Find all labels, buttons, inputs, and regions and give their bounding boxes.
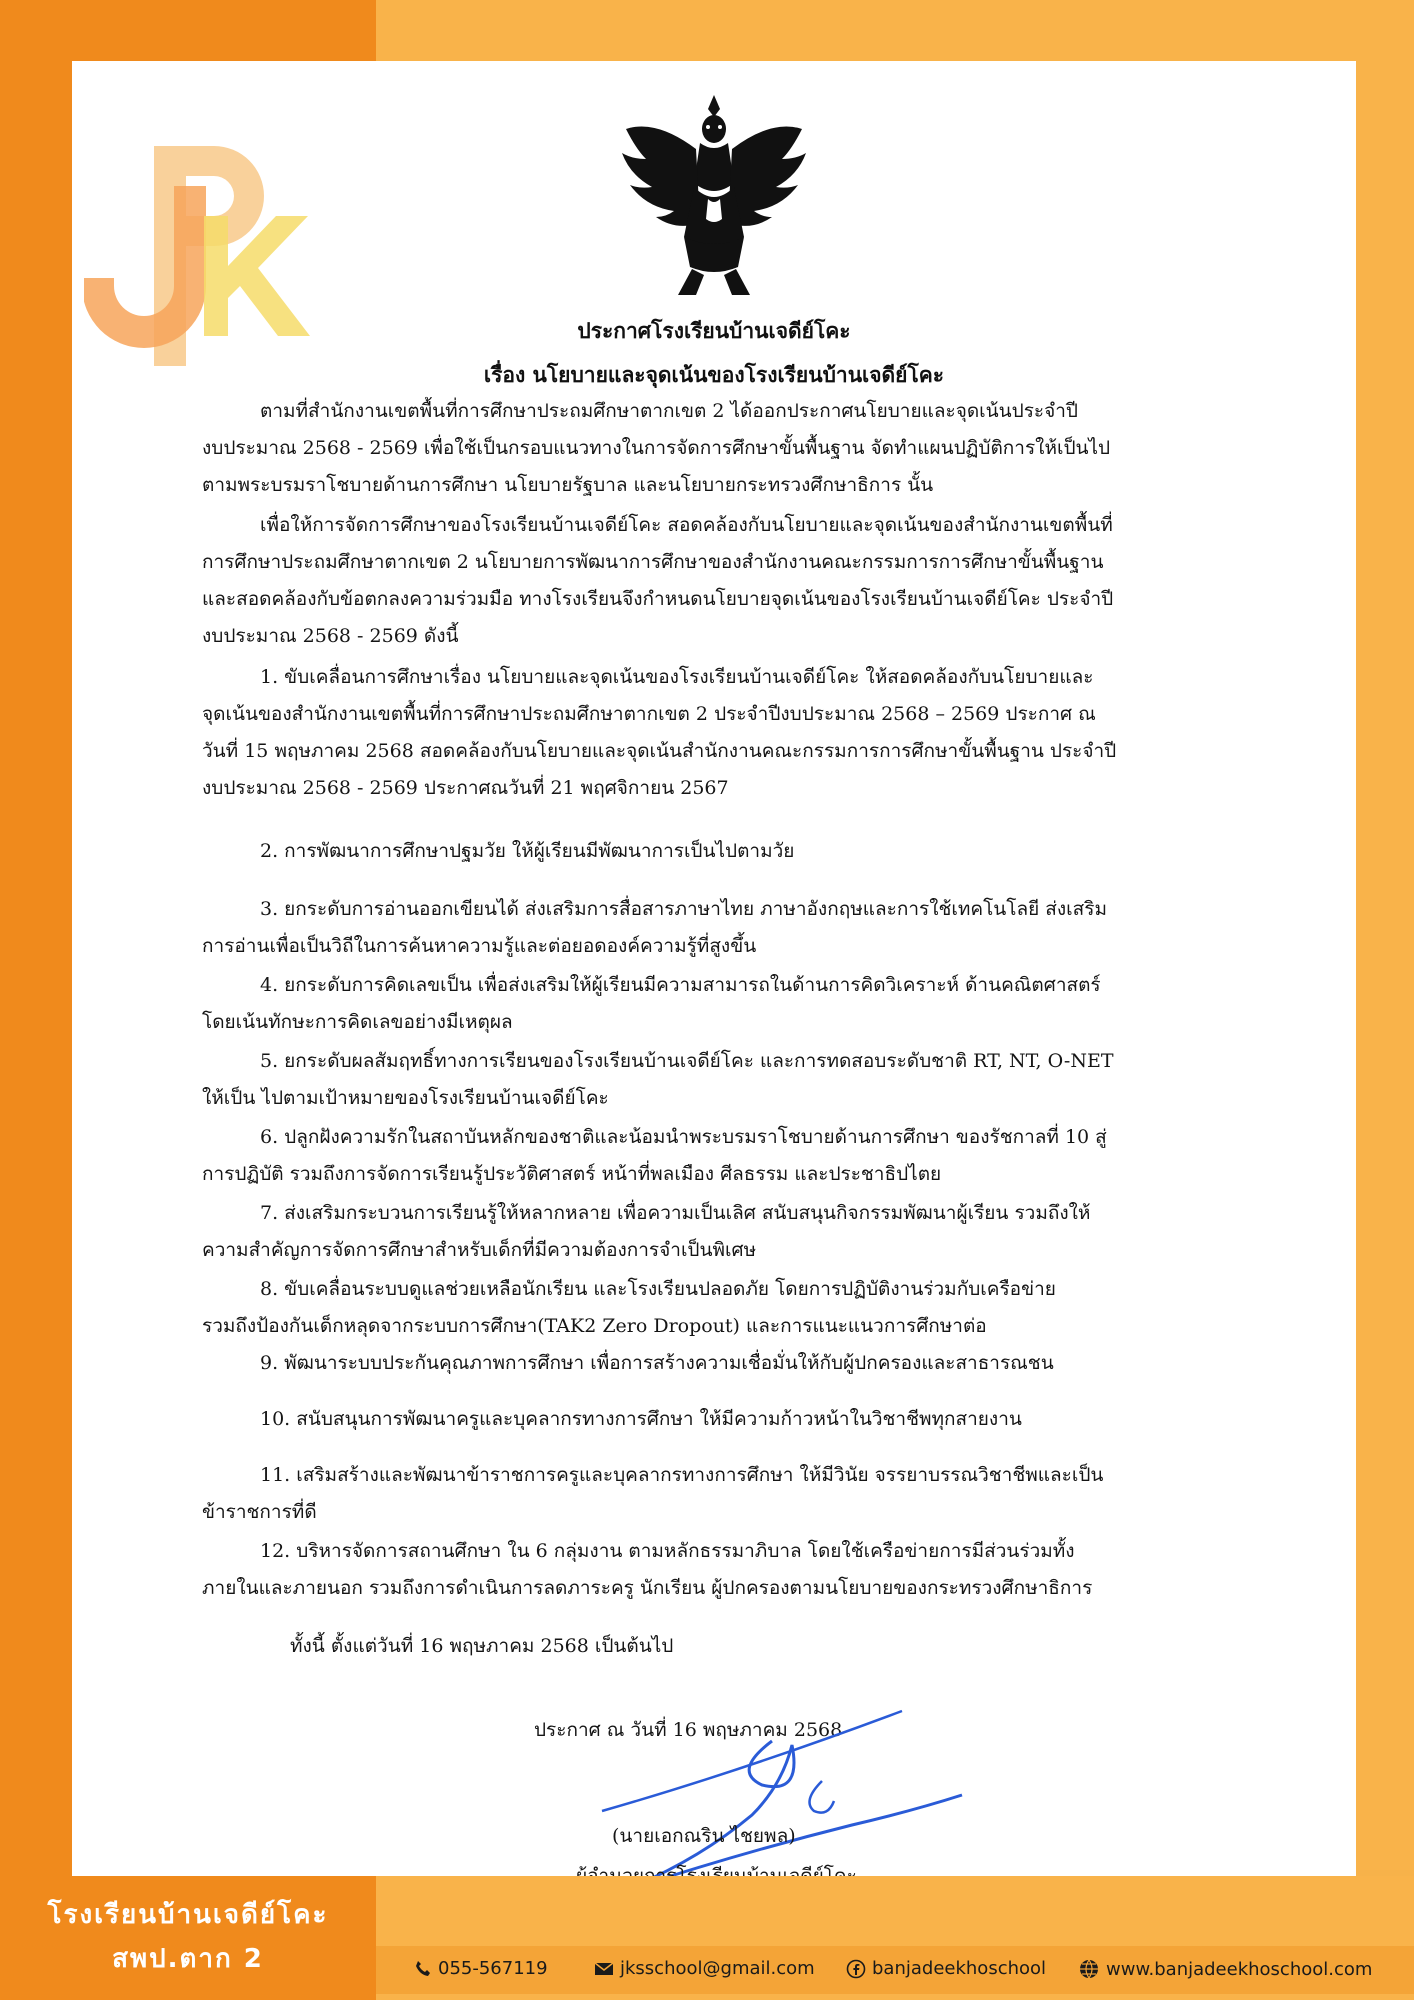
policy-line: การปฏิบัติ รวมถึงการจัดการเรียนรู้ประวัติศาสตร์ หน้าที่พลเมือง ศีลธรรม และประชาธิปไตย	[202, 1163, 942, 1185]
contact-facebook[interactable]	[846, 1958, 1046, 1979]
policy-line: 5. ยกระดับผลสัมฤทธิ์ทางการเรียนของโรงเรียนบ้านเจดีย์โคะ และการทดสอบระดับชาติ RT, NT, O-NET	[260, 1050, 1114, 1072]
phone-icon	[414, 1960, 432, 1978]
policy-item-9	[202, 1345, 1286, 1382]
footer-contact-block	[376, 1876, 1414, 2000]
contact-phone[interactable]	[414, 1958, 548, 1979]
policy-line: ความสำคัญการจัดการศึกษาสำหรับเด็กที่มีความต้องการจำเป็นพิเศษ	[202, 1239, 757, 1261]
policy-line: วันที่ 15 พฤษภาคม 2568 สอดคล้องกับนโยบายและจุดเน้นสำนักงานคณะกรรมการการศึกษาขั้นพื้นฐาน ประจำปี	[202, 740, 1117, 762]
policy-item-3	[202, 891, 1286, 965]
policy-item-10	[202, 1401, 1286, 1438]
policy-line: จุดเน้นของสำนักงานเขตพื้นที่การศึกษาประถมศึกษาตากเขต 2 ประจำปีงบประมาณ 2568 – 2569 ประกาศ ณ	[202, 703, 1096, 725]
policy-line: 11. เสริมสร้างและพัฒนาข้าราชการครูและบุคลากรทางการศึกษา ให้มีวินัย จรรยาบรรณวิชาชีพและเป็น	[260, 1464, 1104, 1486]
contact-email[interactable]	[594, 1958, 815, 1979]
policy-line: 9. พัฒนาระบบประกันคุณภาพการศึกษา เพื่อการสร้างความเชื่อมั่นให้กับผู้ปกครองและสาธารณชน	[260, 1352, 1054, 1374]
website-url: www.banjadeekhoschool.com	[1106, 1958, 1373, 1980]
garuda-emblem-icon	[612, 87, 816, 301]
effective-date: ทั้งนี้ ตั้งแต่วันที่ 16 พฤษภาคม 2568 เป็นต้นไป	[290, 1635, 674, 1657]
email-icon	[594, 1961, 614, 1977]
intro-paragraph-1	[202, 393, 1286, 504]
intro-line: เพื่อให้การจัดการศึกษาของโรงเรียนบ้านเจดีย์โคะ สอดคล้องกับนโยบายและจุดเน้นของสำนักงานเขตพื้นที่	[260, 514, 1113, 536]
policy-line: 12. บริหารจัดการสถานศึกษา ใน 6 กลุ่มงาน ตามหลักธรรมาภิบาล โดยใช้เครือข่ายการมีส่วนร่วมทั้ง	[260, 1540, 1075, 1562]
policy-item-4	[202, 967, 1286, 1041]
intro-line: ตามที่สำนักงานเขตพื้นที่การศึกษาประถมศึกษาตากเขต 2 ได้ออกประกาศนโยบายและจุดเน้นประจำปี	[260, 400, 1078, 422]
policy-line: รวมถึงป้องกันเด็กหลุดจากระบบการศึกษา(TAK2 Zero Dropout) และการแนะแนวการศึกษาต่อ	[202, 1315, 987, 1337]
policy-line: ให้เป็น ไปตามเป้าหมายของโรงเรียนบ้านเจดีย์โคะ	[202, 1087, 609, 1109]
policy-item-8	[202, 1271, 1286, 1345]
email-address: jksschool@gmail.com	[620, 1958, 815, 1979]
intro-line: ตามพระบรมราโชบายด้านการศึกษา นโยบายรัฐบาล และนโยบายกระทรวงศึกษาธิการ นั้น	[202, 474, 934, 496]
policy-item-7	[202, 1195, 1286, 1269]
announced-date: ประกาศ ณ วันที่ 16 พฤษภาคม 2568	[534, 1719, 843, 1741]
policy-line: 10. สนับสนุนการพัฒนาครูและบุคลากรทางการศึกษา ให้มีความก้าวหน้าในวิชาชีพทุกสายงาน	[260, 1408, 1022, 1430]
document-subject: เรื่อง นโยบายและจุดเน้นของโรงเรียนบ้านเจดีย์โคะ	[483, 362, 945, 387]
policy-line: 2. การพัฒนาการศึกษาปฐมวัย ให้ผู้เรียนมีพัฒนาการเป็นไปตามวัย	[260, 840, 795, 862]
policy-item-11	[202, 1457, 1286, 1531]
policy-line: 6. ปลูกฝังความรักในสถาบันหลักของชาติและน้อมนำพระบรมราโชบายด้านการศึกษา ของรัชกาลที่ 10 สู่	[260, 1126, 1107, 1148]
phone-number: 055-567119	[438, 1958, 548, 1979]
policy-line: 8. ขับเคลื่อนระบบดูแลช่วยเหลือนักเรียน และโรงเรียนปลอดภัย โดยการปฏิบัติงานร่วมกับเครือข่าย	[260, 1278, 1056, 1300]
policy-item-6	[202, 1119, 1286, 1193]
policy-line: โดยเน้นทักษะการคิดเลขอย่างมีเหตุผล	[202, 1011, 513, 1033]
facebook-icon	[846, 1959, 866, 1979]
footer-school-block	[0, 1876, 376, 2000]
policy-line: ข้าราชการที่ดี	[202, 1501, 317, 1523]
policy-item-1	[202, 659, 1286, 807]
document-title: ประกาศโรงเรียนบ้านเจดีย์โคะ	[577, 318, 851, 343]
intro-line: งบประมาณ 2568 - 2569 ดังนี้	[202, 625, 459, 647]
policy-item-2	[202, 833, 1286, 870]
policy-line: 4. ยกระดับการคิดเลขเป็น เพื่อส่งเสริมให้ผู้เรียนมีความสามารถในด้านการคิดวิเคราะห์ ด้านคณิตศาสตร์	[260, 974, 1101, 996]
document-paper	[72, 61, 1356, 1879]
policy-item-12	[202, 1533, 1286, 1607]
contact-bar	[376, 1946, 1414, 1994]
intro-line: งบประมาณ 2568 - 2569 เพื่อใช้เป็นกรอบแนวทางในการจัดการศึกษาขั้นพื้นฐาน จัดทำแผนปฏิบัติการให้เป็นไป	[202, 437, 1111, 459]
intro-paragraph-2	[202, 507, 1286, 655]
policy-line: งบประมาณ 2568 - 2569 ประกาศณวันที่ 21 พฤศจิกายน 2567	[202, 777, 729, 799]
intro-line: และสอดคล้องกับข้อตกลงความร่วมมือ ทางโรงเรียนจึงกำหนดนโยบายจุดเน้นของโรงเรียนบ้านเจดีย์โคะ ประจำปี	[202, 588, 1114, 610]
facebook-name: banjadeekhoschool	[872, 1958, 1047, 1979]
footer-district: สพป.ตาก 2	[112, 1944, 264, 1974]
contact-website[interactable]	[1078, 1958, 1372, 1980]
policy-line: ภายในและภายนอก รวมถึงการดำเนินการลดภาระครู นักเรียน ผู้ปกครองตามนโยบายของกระทรวงศึกษาธิการ	[202, 1577, 1093, 1599]
policy-line: 7. ส่งเสริมกระบวนการเรียนรู้ให้หลากหลาย เพื่อความเป็นเลิศ สนับสนุนกิจกรรมพัฒนาผู้เรียน รวมถึงให้	[260, 1202, 1091, 1224]
globe-icon	[1078, 1958, 1100, 1980]
policy-item-5	[202, 1043, 1286, 1117]
policy-line: การอ่านเพื่อเป็นวิถีในการค้นหาความรู้และต่อยอดองค์ความรู้ที่สูงขึ้น	[202, 935, 757, 957]
policy-line: 1. ขับเคลื่อนการศึกษาเรื่อง นโยบายและจุดเน้นของโรงเรียนบ้านเจดีย์โคะ ให้สอดคล้องกับนโยบายและ	[260, 666, 1094, 688]
signer-name: (นายเอกณริน ไชยพล)	[612, 1825, 796, 1847]
policy-line: 3. ยกระดับการอ่านออกเขียนได้ ส่งเสริมการสื่อสารภาษาไทย ภาษาอังกฤษและการใช้เทคโนโลยี ส่งเสริม	[260, 898, 1108, 920]
intro-line: การศึกษาประถมศึกษาตากเขต 2 นโยบายการพัฒนาการศึกษาของสำนักงานคณะกรรมการการศึกษาขั้นพื้นฐาน	[202, 551, 1104, 573]
footer-school-name: โรงเรียนบ้านเจดีย์โคะ	[47, 1900, 329, 1930]
